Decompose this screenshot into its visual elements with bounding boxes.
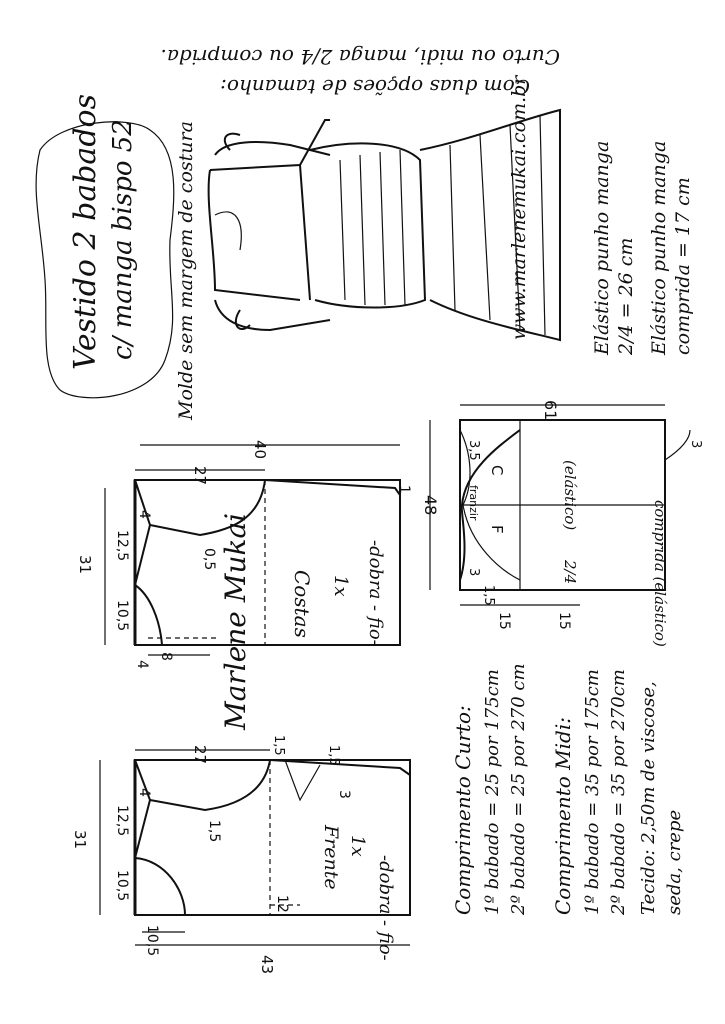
website: www.marlenemukai.com.br [508,75,530,340]
sleeve-label-long: comprida (elástico) [651,500,669,647]
sleeve-cap-back: 1,5 [481,585,496,606]
sleeve-length: 61 [541,400,560,421]
sleeve-cap-height: 3,5 [466,440,481,461]
front-dim-dart-b: 1,5 [326,745,341,766]
sleeve-width: 48 [421,495,440,516]
front-dim-shoulder-drop: 4 [136,788,152,797]
elastic-line4: comprida = 17 cm [672,177,694,355]
length-short-1: 1º babado = 25 por 175cm [482,669,503,915]
signature: Marlene Mukai [219,512,252,730]
back-dim-armhole-v: 12,5 [114,530,130,562]
size-options-line1: Com duas opções de tamanho: [220,75,530,99]
back-dim-height: 31 [76,555,94,575]
back-piece [105,445,400,655]
back-dim-hem-drop: 4 [134,660,150,669]
sleeve-label-24: 2/4 [561,560,579,585]
back-dim-neck-h: 8 [158,652,174,661]
title-line1: Vestido 2 babados [68,94,103,370]
length-short-title: Comprimento Curto: [451,705,475,915]
elastic-line3: Elástico punho manga [648,140,670,355]
front-dim-shoulder: 27 [191,745,209,765]
front-piece-count: 1x [347,835,368,857]
front-dim-neck-h: 10,5 [144,925,160,957]
length-midi-2: 2º babado = 35 por 270cm [608,669,629,915]
back-piece-name: Costas [290,570,314,638]
front-dim-neck-v: 10,5 [114,870,130,902]
back-dim-neck-v: 10,5 [114,600,130,632]
length-short-2: 2º babado = 25 por 270 cm [508,663,529,915]
front-dim-width: 43 [258,955,276,975]
back-dim-shoulder-drop: 4 [136,510,152,519]
length-midi-title: Comprimento Midi: [551,717,575,915]
sleeve-hem-note: 3 [688,440,703,449]
front-piece-fold: -dobra - fio- [375,855,396,961]
back-dim-ease: 0,5 [201,548,217,571]
front-dim-armhole-curve: 1,5 [206,820,222,843]
front-dim-height: 31 [71,830,89,850]
elastic-line1: Elástico punho manga [591,140,613,355]
back-dim-width: 40 [251,440,269,460]
front-dim-dart-len: 3 [336,790,352,799]
front-dim-hem-ease: 12 [274,895,290,913]
sleeve-back-label: C [488,465,506,476]
front-piece-name: Frente [320,825,342,890]
back-dim-hem: 1 [396,485,412,494]
front-dim-armhole-v: 12,5 [114,805,130,837]
sleeve-label-elastic: (elástico) [561,460,579,531]
front-dim-dart-a: 1,5 [271,735,286,756]
pattern-note: Molde sem margem de costura [175,121,197,420]
fabric-line2: seda, crepe [664,809,685,915]
back-piece-fold: -dobra - fio- [365,540,386,646]
sleeve-front-label: F [488,525,506,534]
sleeve-fold-label: franzir [467,485,480,521]
title-line2: c/ manga bispo 52 [108,119,138,360]
fabric-line1: Tecido: 2,50m de viscose, [638,681,659,915]
length-midi-1: 1º babado = 35 por 175cm [582,669,603,915]
size-options-line2: Curto ou midi, manga 2/4 ou comprida. [160,45,560,69]
sleeve-right: 15 [556,612,572,630]
sleeve-cap-front: 3 [466,568,481,577]
sleeve-left: 15 [496,612,512,630]
elastic-line2: 2/4 = 26 cm [615,237,637,355]
back-dim-shoulder: 27 [191,466,209,486]
title-blob [36,122,174,398]
back-piece-count: 1x [330,575,351,597]
